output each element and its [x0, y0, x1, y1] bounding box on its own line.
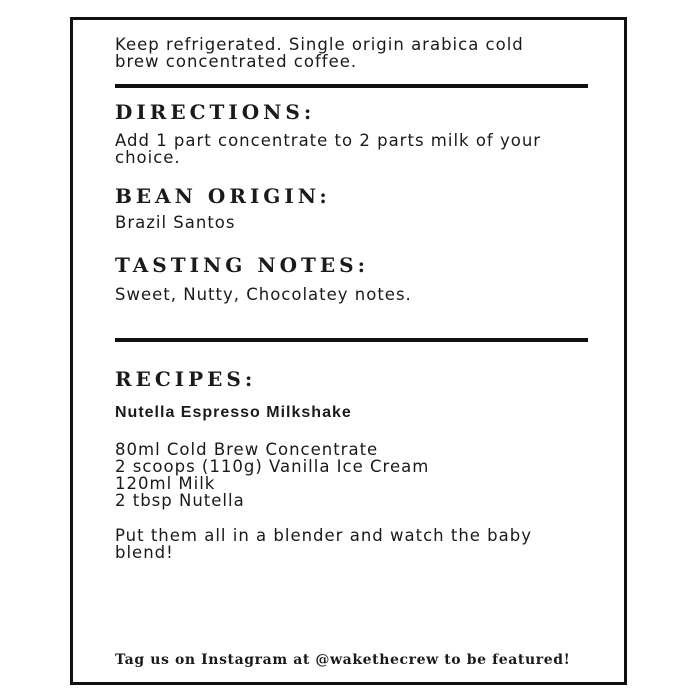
divider-top [115, 84, 588, 88]
recipes-heading: RECIPES: [115, 367, 257, 391]
tasting-notes-text: Sweet, Nutty, Chocolatey notes. [115, 285, 412, 304]
divider-middle [115, 338, 588, 342]
product-label [70, 17, 627, 685]
recipe-method: Put them all in a blender and watch the baby blend! [115, 526, 532, 562]
recipe-name: Nutella Espresso Milkshake [115, 404, 352, 421]
instagram-footer: Tag us on Instagram at @wakethecrew to be featured! [115, 652, 571, 668]
recipe-ingredients: 80ml Cold Brew Concentrate 2 scoops (110g) Vanilla Ice Cream 120ml Milk 2 tbsp Nutella [115, 440, 430, 510]
bean-origin-heading: BEAN ORIGIN: [115, 184, 331, 208]
directions-text: Add 1 part concentrate to 2 parts milk of your choice. [115, 131, 542, 167]
tasting-notes-heading: TASTING NOTES: [115, 253, 369, 277]
bean-origin-text: Brazil Santos [115, 213, 236, 232]
directions-heading: DIRECTIONS: [115, 100, 316, 124]
intro-text: Keep refrigerated. Single origin arabica cold brew concentrated coffee. [115, 35, 524, 71]
